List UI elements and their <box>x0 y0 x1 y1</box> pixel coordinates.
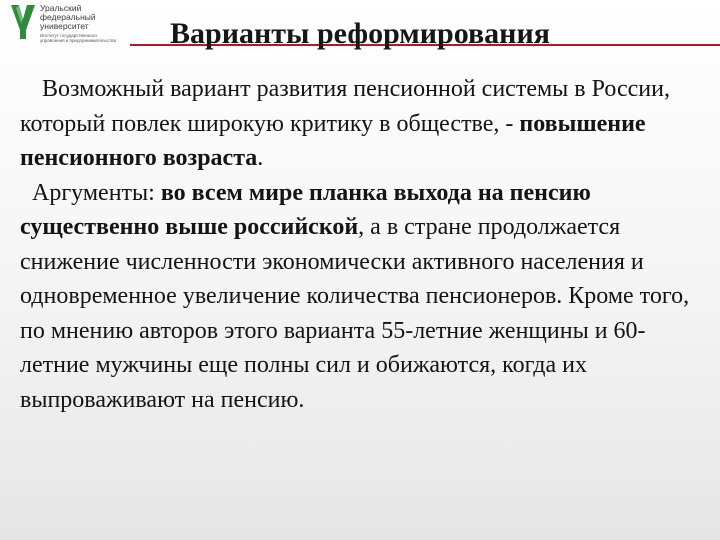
slide-title: Варианты реформирования <box>170 17 550 50</box>
paragraph2-text: , а в стране продолжается снижение численности экономически активного населения и одновременное увеличение количества пенсионеров. Кроме того, по мнению авторов этого варианта 55-летние женщины и 60-летние мужчины еще полны сил и обижаются, когда их выпроваживают на пенсию. <box>20 214 690 413</box>
paragraph1-bold: повышение пенсионного возраста <box>20 110 646 171</box>
logo-line-1: Уральский <box>40 3 82 13</box>
paragraph2-lead: Аргументы: <box>32 179 161 206</box>
paragraph-arguments <box>20 176 698 418</box>
paragraph2-bold: во всем мире планка выхода на пенсию существенно выше российской <box>20 179 591 240</box>
slide-body <box>20 72 698 417</box>
paragraph1-end: . <box>257 145 264 171</box>
logo-small-line-1: Институт государственного <box>40 33 97 38</box>
logo-small-line-2: управления и предпринимательства <box>40 38 116 43</box>
logo-line-3: университет <box>40 21 89 31</box>
paragraph-pension-variant <box>20 72 698 176</box>
paragraph1-text: Возможный вариант развития пенсионной системы в России, который повлек широкую критику в обществе, - <box>20 76 670 137</box>
logo-line-2: федеральный <box>40 12 96 22</box>
